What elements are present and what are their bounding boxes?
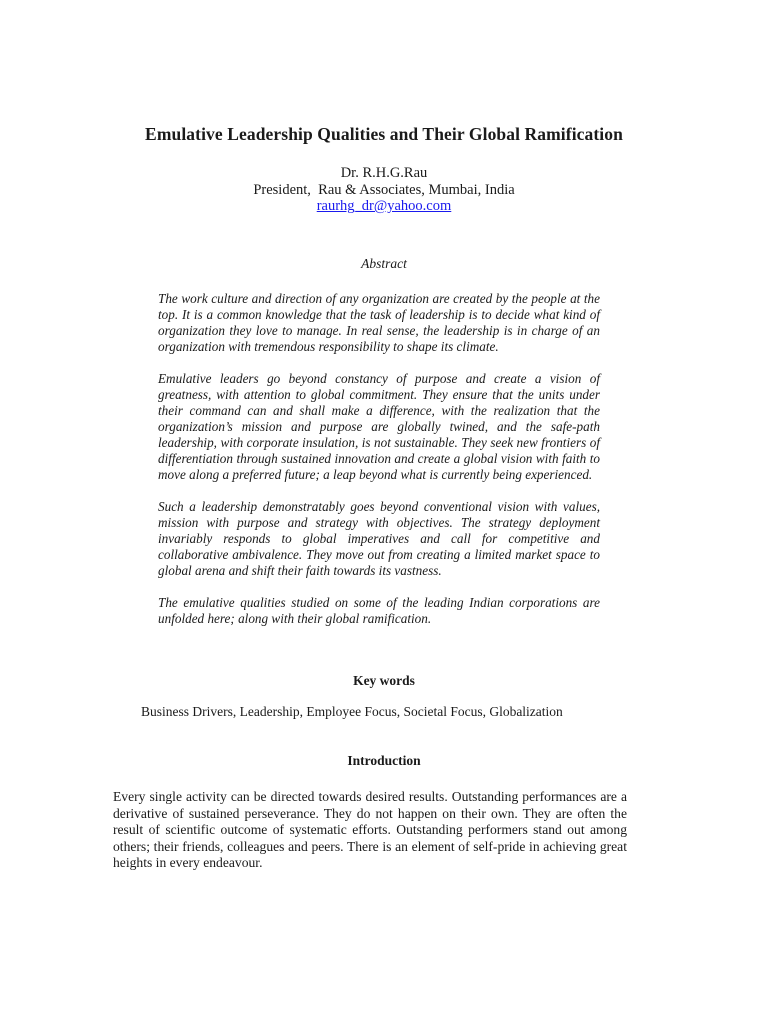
introduction-paragraph: Every single activity can be directed towards desired results. Outstanding performances are a derivative of sustained perseverance. They do not happen on their own. They are often the result of scientific outcome of systematic efforts. Outstanding performers stand out among others; their friends, colleagues and peers. There is an element of self-pride in achieving great heights in every endeavour. (113, 789, 627, 870)
paper-title: Emulative Leadership Qualities and Their Global Ramification (145, 124, 623, 144)
keywords-heading: Key words (353, 673, 415, 688)
author-name: Dr. R.H.G.Rau (340, 165, 428, 181)
abstract-paragraph: Emulative leaders go beyond constancy of purpose and create a vision of greatness, with attention to global commitment. They ensure that the units under their command can and shall make a difference, with the realization that the organization’s mission and purpose are globally twined, and the safe-path leadership, with corporate insulation, is not sustainable. They seek new frontiers of differentiation through sustained innovation and create a global vision with faith to move along a preferred future; a leap beyond what is currently being experienced. (158, 371, 600, 482)
abstract-paragraph: The work culture and direction of any organization are created by the people at the top. It is a common knowledge that the task of leadership is to decide what kind of organization they love to manage. In real sense, the leadership is in charge of an organization with tremendous responsibility to shape its climate. (158, 291, 600, 354)
abstract-body (158, 291, 600, 643)
abstract-heading: Abstract (361, 256, 407, 271)
abstract-paragraph: Such a leadership demonstratably goes beyond conventional vision with values, mission with purpose and strategy with objectives. The strategy deployment invariably responds to global imperatives and call for competitive and collaborative ambivalence. They move out from creating a limited market space to global arena and shift their faith towards its vastness. (158, 499, 600, 578)
keywords-text: Business Drivers, Leadership, Employee Focus, Societal Focus, Globalization (141, 704, 563, 719)
abstract-paragraph: The emulative qualities studied on some of the leading Indian corporations are unfolded here; along with their global ramification. (158, 595, 600, 626)
author-block (0, 165, 768, 215)
introduction-heading: Introduction (347, 753, 421, 768)
author-affiliation: President, Rau & Associates, Mumbai, India (253, 181, 515, 198)
author-email-link[interactable]: raurhg_dr@yahoo.com (316, 198, 452, 214)
